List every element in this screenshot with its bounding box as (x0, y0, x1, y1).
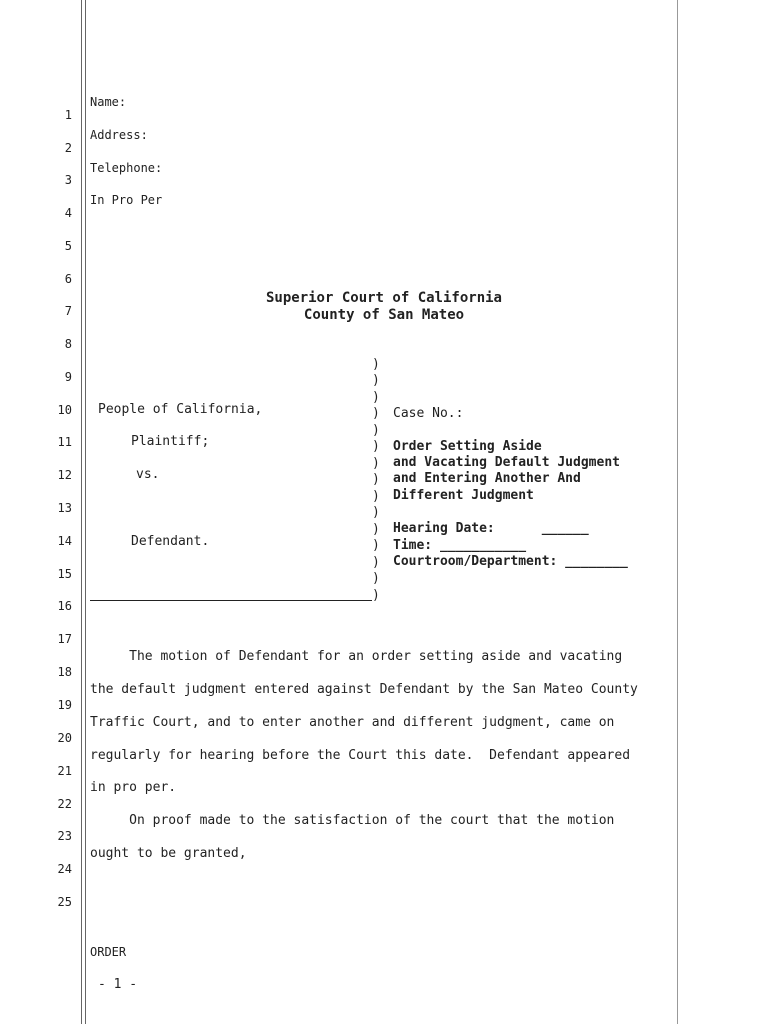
caption-paren: ) (372, 406, 380, 421)
line-number: 17 (57, 632, 72, 646)
line-number: 8 (64, 337, 72, 351)
address-label: Address: (90, 128, 148, 142)
right-margin-rule (677, 0, 678, 1024)
caption-underline (90, 600, 372, 601)
defendant-label: Defendant. (131, 534, 210, 549)
line-number: 19 (57, 698, 72, 712)
caption-paren: ) (372, 439, 380, 454)
line-number: 24 (57, 862, 72, 876)
document-title-line: and Vacating Default Judgment (393, 455, 620, 470)
body-line: in pro per. (90, 780, 177, 795)
caption-paren: ) (372, 571, 380, 586)
vs-label: vs. (136, 467, 160, 482)
line-number: 25 (57, 895, 72, 909)
line-number: 22 (57, 797, 72, 811)
line-number: 6 (64, 272, 72, 286)
line-number: 5 (64, 239, 72, 253)
caption-paren: ) (372, 505, 380, 520)
time-field: Time: ___________ (393, 538, 527, 553)
name-label: Name: (90, 95, 127, 109)
caption-paren: ) (372, 489, 380, 504)
body-line: ought to be granted, (90, 846, 247, 861)
line-number: 3 (64, 173, 72, 187)
line-number: 15 (57, 567, 72, 581)
body-line: On proof made to the satisfaction of the court that the motion (90, 813, 615, 828)
caption-paren: ) (372, 555, 380, 570)
court-name: Superior Court of California (265, 290, 502, 306)
caption-paren: ) (372, 472, 380, 487)
left-margin-rule-inner (85, 0, 86, 1024)
hearing-date-field: Hearing Date: ______ (393, 521, 589, 536)
caption-paren: ) (372, 357, 380, 372)
line-number: 20 (57, 731, 72, 745)
line-number: 2 (64, 141, 72, 155)
body-line: Traffic Court, and to enter another and different judgment, came on (90, 715, 615, 730)
line-number: 9 (64, 370, 72, 384)
caption-paren: ) (372, 588, 380, 603)
footer-label: ORDER (90, 945, 127, 959)
body-line: The motion of Defendant for an order setting aside and vacating (90, 649, 623, 664)
line-number: 23 (57, 829, 72, 843)
courtroom-field: Courtroom/Department: ________ (393, 554, 628, 569)
court-county: County of San Mateo (303, 307, 465, 323)
document-title-line: and Entering Another And (393, 471, 581, 486)
caption-paren: ) (372, 390, 380, 405)
caption-paren: ) (372, 538, 380, 553)
page-number: - 1 - (98, 977, 138, 992)
line-number: 1 (64, 108, 72, 122)
line-number: 4 (64, 206, 72, 220)
plaintiff-label: Plaintiff; (131, 434, 210, 449)
line-number: 11 (57, 435, 72, 449)
caption-paren: ) (372, 456, 380, 471)
line-number: 7 (64, 304, 72, 318)
caption-paren: ) (372, 423, 380, 438)
caption-paren: ) (372, 522, 380, 537)
plaintiff-name: People of California, (98, 402, 263, 417)
line-number: 18 (57, 665, 72, 679)
case-number-label: Case No.: (393, 406, 464, 421)
line-number: 16 (57, 599, 72, 613)
document-title-line: Order Setting Aside (393, 439, 542, 454)
telephone-label: Telephone: (90, 161, 163, 175)
body-line: the default judgment entered against Defendant by the San Mateo County (90, 682, 638, 697)
line-number: 21 (57, 764, 72, 778)
line-number: 10 (57, 403, 72, 417)
body-line: regularly for hearing before the Court this date. Defendant appeared (90, 748, 631, 763)
document-title-line: Different Judgment (393, 488, 534, 503)
left-margin-rule-outer (81, 0, 82, 1024)
caption-paren: ) (372, 373, 380, 388)
pro-per-label: In Pro Per (90, 193, 163, 207)
line-number: 13 (57, 501, 72, 515)
line-number: 12 (57, 468, 72, 482)
line-number: 14 (57, 534, 72, 548)
